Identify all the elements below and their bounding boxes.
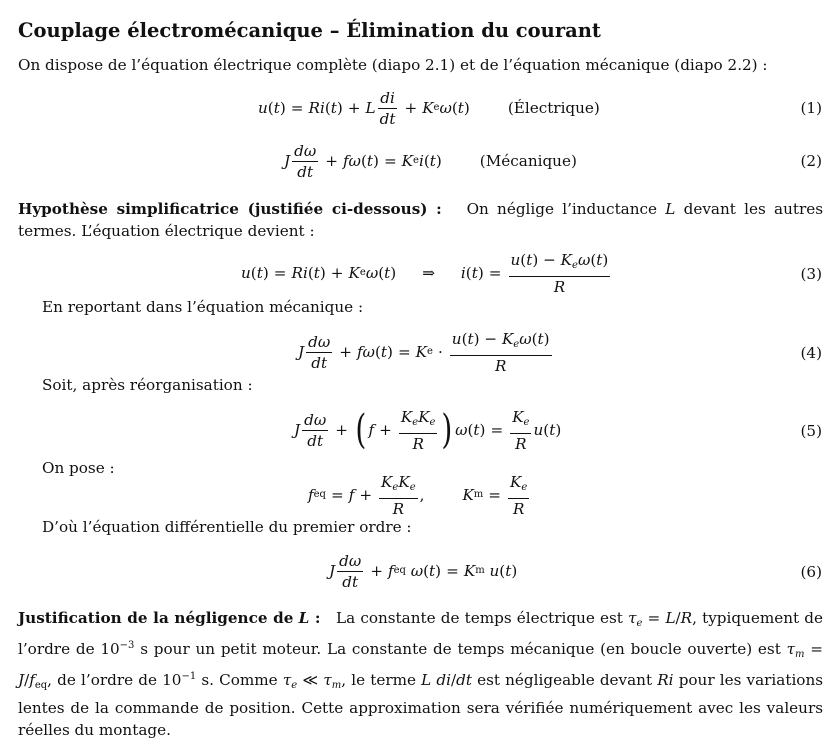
- equation-number-2: (2): [800, 152, 822, 170]
- page-title: Couplage électromécanique – Élimination du courant: [18, 19, 601, 42]
- equation-reorganized: J $\frac{d\omega}{dt}$ + ( f + $\frac{K_eK_e}{R}$ ) ω ( t ) = $\frac{K_e}{R}$ u ( t ): [294, 407, 562, 453]
- equation-electrical: u ( t ) = Ri ( t ) + L $\frac{di}{dt}$ + K e ω ( t ) (Électrique): [258, 88, 600, 128]
- equation-number-3: (3): [800, 265, 822, 283]
- equation-tag-electrical: (Électrique): [507, 99, 600, 117]
- step-report-text: En reportant dans l’équation mécanique :: [42, 298, 364, 316]
- step-diff-text: D’où l’équation différentielle du premier ordre :: [42, 518, 412, 536]
- hypothesis-paragraph: Hypothèse simplificatrice (justifiée ci-dessous) : On néglige l’inductance L devant les autres termes. L’équation électrique devient :: [18, 200, 824, 240]
- hypothesis-lead: Hypothèse simplificatrice (justifiée ci-dessous) :: [18, 200, 442, 218]
- equation-simplified: u ( t ) = Ri ( t ) + K e ω ( t ) ⇒ i ( t ) = $\frac{u(t) - K_e\omega(t)}{R}$: [241, 250, 609, 296]
- step-reorg-text: Soit, après réorganisation :: [42, 376, 253, 394]
- equation-definitions: f eq = f + $\frac{K_eK_e}{R}$ , K m = $\frac{K_e}{R}$: [308, 472, 528, 518]
- equation-mechanical: J $\frac{d\omega}{dt}$ + fω ( t ) = K e i ( t ) (Mécanique): [284, 141, 577, 181]
- step-pose-text: On pose :: [42, 459, 115, 477]
- equation-substituted: J $\frac{d\omega}{dt}$ + fω ( t ) = K e · $\frac{u(t) - K_e\omega(t)}{R}$: [298, 329, 550, 375]
- equation-tag-mechanical: (Mécanique): [479, 152, 577, 170]
- equation-first-order: J $\frac{d\omega}{dt}$ + f eq ω ( t ) = K m u ( t ): [329, 551, 518, 591]
- justification-paragraph: Justification de la négligence de L : La constante de temps électrique est $\tau_e = L/R$, typiquement de l’ordre de $10^{-3}$ s pour un petit moteur. La constante de temps mécanique (en boucle ouverte) est $\tau_m = J/feq$, de l’ordre de $10^{-1}$ s. Comme $\tau_e$ ≪ $\tau_m$, le terme L di/dt est négligeable devant Ri pour les variations lentes de la commande de position. Cette approximation sera vérifiée numériquement avec les valeurs réelles du montage.: [18, 609, 824, 739]
- equation-number-6: (6): [800, 563, 822, 581]
- intro-text: On dispose de l’équation électrique complète (diapo 2.1) et de l’équation mécanique (diapo 2.2) :: [18, 56, 768, 74]
- equation-number-5: (5): [800, 422, 822, 440]
- justification-lead: Justification de la négligence de: [18, 609, 294, 627]
- equation-number-1: (1): [800, 99, 822, 117]
- equation-number-4: (4): [800, 344, 822, 362]
